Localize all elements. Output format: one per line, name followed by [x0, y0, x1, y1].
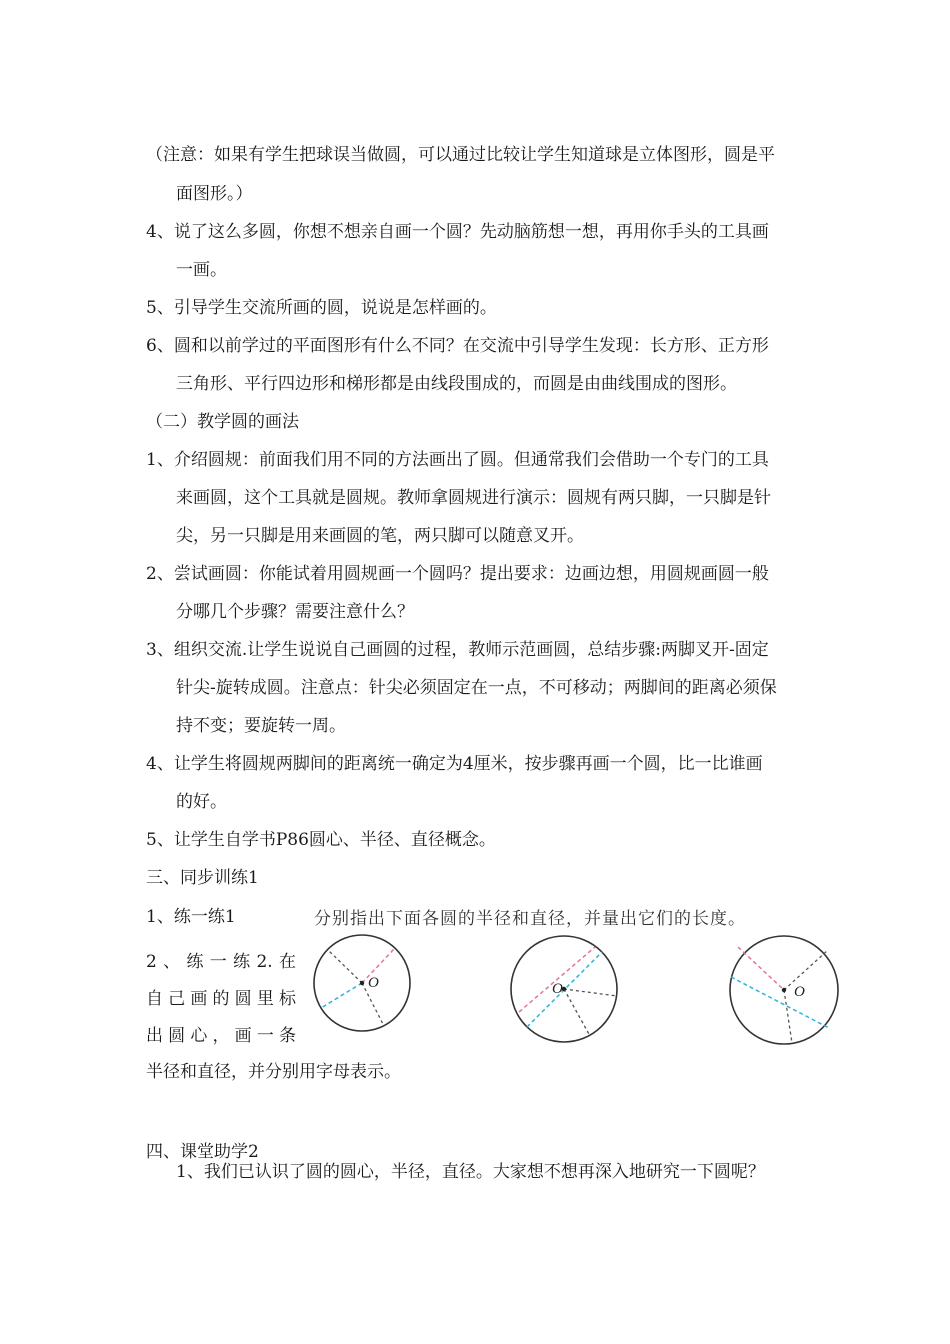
exercise-2-line-1: 2、练一练2.在 — [146, 952, 296, 972]
step-5-line: 5、引导学生交流所画的圆，说说是怎样画的。 — [146, 298, 497, 318]
exercise-1-line: 1、练一练1 — [146, 907, 236, 927]
section-3-title: 三、同步训练1 — [146, 868, 259, 888]
exercise-2-line-2: 自己画的圆里标 — [146, 989, 296, 1009]
center-label: O — [794, 984, 805, 1000]
draw-step-2-line-2: 分哪几个步骤？需要注意什么？ — [176, 602, 414, 622]
draw-step-3-line-3: 持不变；要旋转一周。 — [176, 716, 346, 736]
section-4-line-1: 1、我们已认识了圆的圆心，半径，直径。大家想不想再深入地研究一下圆呢？ — [176, 1162, 765, 1182]
note-line-2: 面图形。） — [176, 184, 253, 204]
figure-caption: 分别指出下面各圆的半径和直径，并量出它们的长度。 — [314, 909, 746, 929]
exercise-2-tail: 半径和直径，并分别用字母表示。 — [146, 1062, 401, 1082]
draw-step-1-line-2: 来画圆，这个工具就是圆规。教师拿圆规进行演示：圆规有两只脚，一只脚是针 — [176, 488, 771, 508]
step-4-line-1: 4、说了这么多圆，你想不想亲自画一个圆？先动脑筋想一想，再用你手头的工具画 — [146, 222, 769, 242]
exercise-2-block — [146, 944, 296, 1055]
draw-step-2-line-1: 2、尝试画圆：你能试着用圆规画一个圆吗？提出要求：边画边想，用圆规画圆一般 — [146, 564, 769, 584]
step-6-line-2: 三角形、平行四边形和梯形都是由线段围成的，而圆是由曲线围成的图形。 — [176, 374, 737, 394]
exercise-2-line-3: 出圆心，画一条 — [146, 1026, 296, 1046]
circles-figure — [300, 930, 850, 1060]
circle-3 — [730, 936, 838, 1044]
draw-step-4-line-1: 4、让学生将圆规两脚间的距离统一确定为4厘米，按步骤再画一个圆，比一比谁画 — [146, 754, 763, 774]
circle-1 — [314, 935, 410, 1031]
note-line-1: （注意：如果有学生把球误当做圆，可以通过比较让学生知道球是立体图形，圆是平 — [146, 145, 775, 165]
center-label: O — [552, 981, 563, 997]
draw-step-3-line-2: 针尖-旋转成圆。注意点：针尖必须固定在一点，不可移动；两脚间的距离必须保 — [176, 678, 777, 698]
section-2-title: （二）教学圆的画法 — [146, 412, 299, 432]
circle-2 — [511, 936, 617, 1042]
step-6-line-1: 6、圆和以前学过的平面图形有什么不同？在交流中引导学生发现：长方形、正方形 — [146, 336, 769, 356]
section-4-title: 四、课堂助学2 — [146, 1142, 259, 1162]
draw-step-1-line-1: 1、介绍圆规：前面我们用不同的方法画出了圆。但通常我们会借助一个专门的工具 — [146, 450, 769, 470]
center-label: O — [368, 975, 379, 991]
step-4-line-2: 一画。 — [176, 260, 227, 280]
draw-step-3-line-1: 3、组织交流.让学生说说自己画圆的过程，教师示范画圆，总结步骤:两脚叉开-固定 — [146, 640, 769, 660]
draw-step-5-line: 5、让学生自学书P86圆心、半径、直径概念。 — [146, 830, 496, 850]
draw-step-4-line-2: 的好。 — [176, 792, 227, 812]
draw-step-1-line-3: 尖，另一只脚是用来画圆的笔，两只脚可以随意叉开。 — [176, 526, 584, 546]
